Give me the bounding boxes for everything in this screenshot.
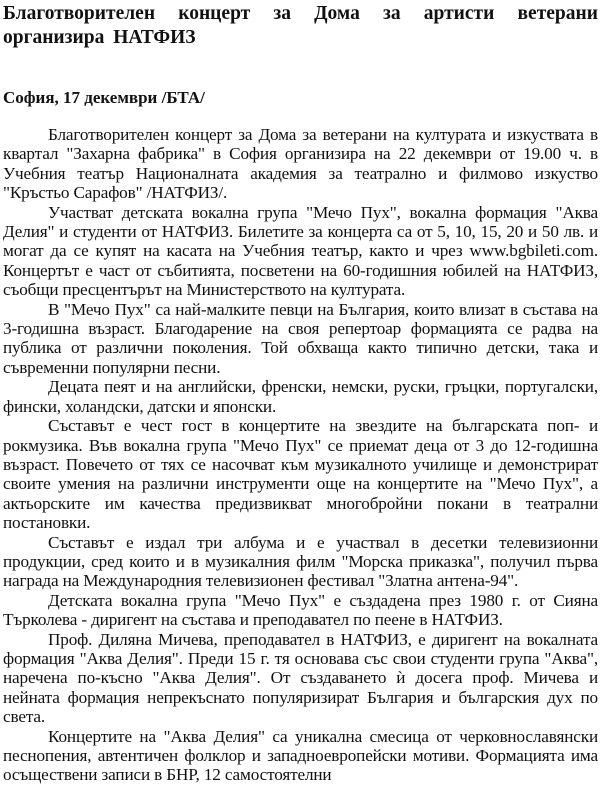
paragraph-languages: Децата пеят и на английски, френски, немски, руски, гръцки, португалски, фински, холандски, датски и японски. xyxy=(3,377,598,416)
paragraph-akva-delia: Проф. Диляна Мичева, преподавател в НАТФИЗ, е диригент на вокалната формация "Аква Делия". Преди 15 г. тя основава със свои студенти група "Аква", наречена по-късно "Аква Делия". От създаването ѝ досега проф. Мичева и нейната формация непрекъснато популяризират България и българския дух по света. xyxy=(3,629,598,727)
paragraph-participants: Участват детската вокална група "Мечо Пух", вокална формация "Аква Делия" и студенти от НАТФИЗ. Билетите за концерта са от 5, 10, 15, 20 и 50 лв. и могат да се купят на касата на Учебния театър, както и чрез www.bgbileti.com. Концертът е част от събитията, посветени на 60-годишния юбилей на НАТФИЗ, съобщи пресцентърът на Министерството на културата. xyxy=(3,202,598,300)
article-title: Благотворителен концерт за Дома за артисти ветерани организира НАТФИЗ xyxy=(3,3,598,48)
paragraph-concerts: Концертите на "Аква Делия" са уникална смесица от черковнославянски песнопения, автентичен фолклор и западноевропейски мотиви. Формацията има осъществени записи в БНР, 12 самостоятелни xyxy=(3,726,598,785)
paragraph-founding: Детската вокална група "Мечо Пух" е създадена през 1980 г. от Сияна Търколева - диригент на състава и преподавател по пеене в НАТФИЗ. xyxy=(3,590,598,630)
paragraph-intro: Благотворителен концерт за Дома за ветерани на културата и изкуствата в квартал "Захарна фабрика" в София организира на 22 декември от 19.00 ч. в Учебния театър Националната академия за театрално и филмово изкуство "Кръстьо Сарафов" /НАТФИЗ/. xyxy=(3,125,598,203)
paragraph-albums: Съставът е издал три албума и е участвал в десетки телевизионни продукции, сред които и в музикалния филм "Морска приказка", получил първа награда на Международния телевизионен фестивал "Златна антена-94". xyxy=(3,532,598,591)
paragraph-guest: Съставът е чест гост в концертите на звездите на българската поп- и рокмузика. Във вокална група "Мечо Пух" се приемат деца от 3 до 12-годишна възраст. Повечето от тях се насочват към музикалното училище и демонстрират своите умения на различни инструменти още на концертите на "Мечо Пух", а актьорските им качества предизвикват многобройни покани в театрални постановки. xyxy=(3,416,598,533)
article-dateline: София, 17 декември /БТА/ xyxy=(3,88,205,107)
article xyxy=(3,0,598,785)
paragraph-mecho-puh: В "Мечо Пух" са най-малките певци на България, които влизат в състава на 3-годишна възраст. Благодарение на своя репертоар формацията се радва на публика от различни поколения. Той обхваща както типично детски, така и съвременни популярни песни. xyxy=(3,299,598,377)
article-body xyxy=(3,125,598,785)
